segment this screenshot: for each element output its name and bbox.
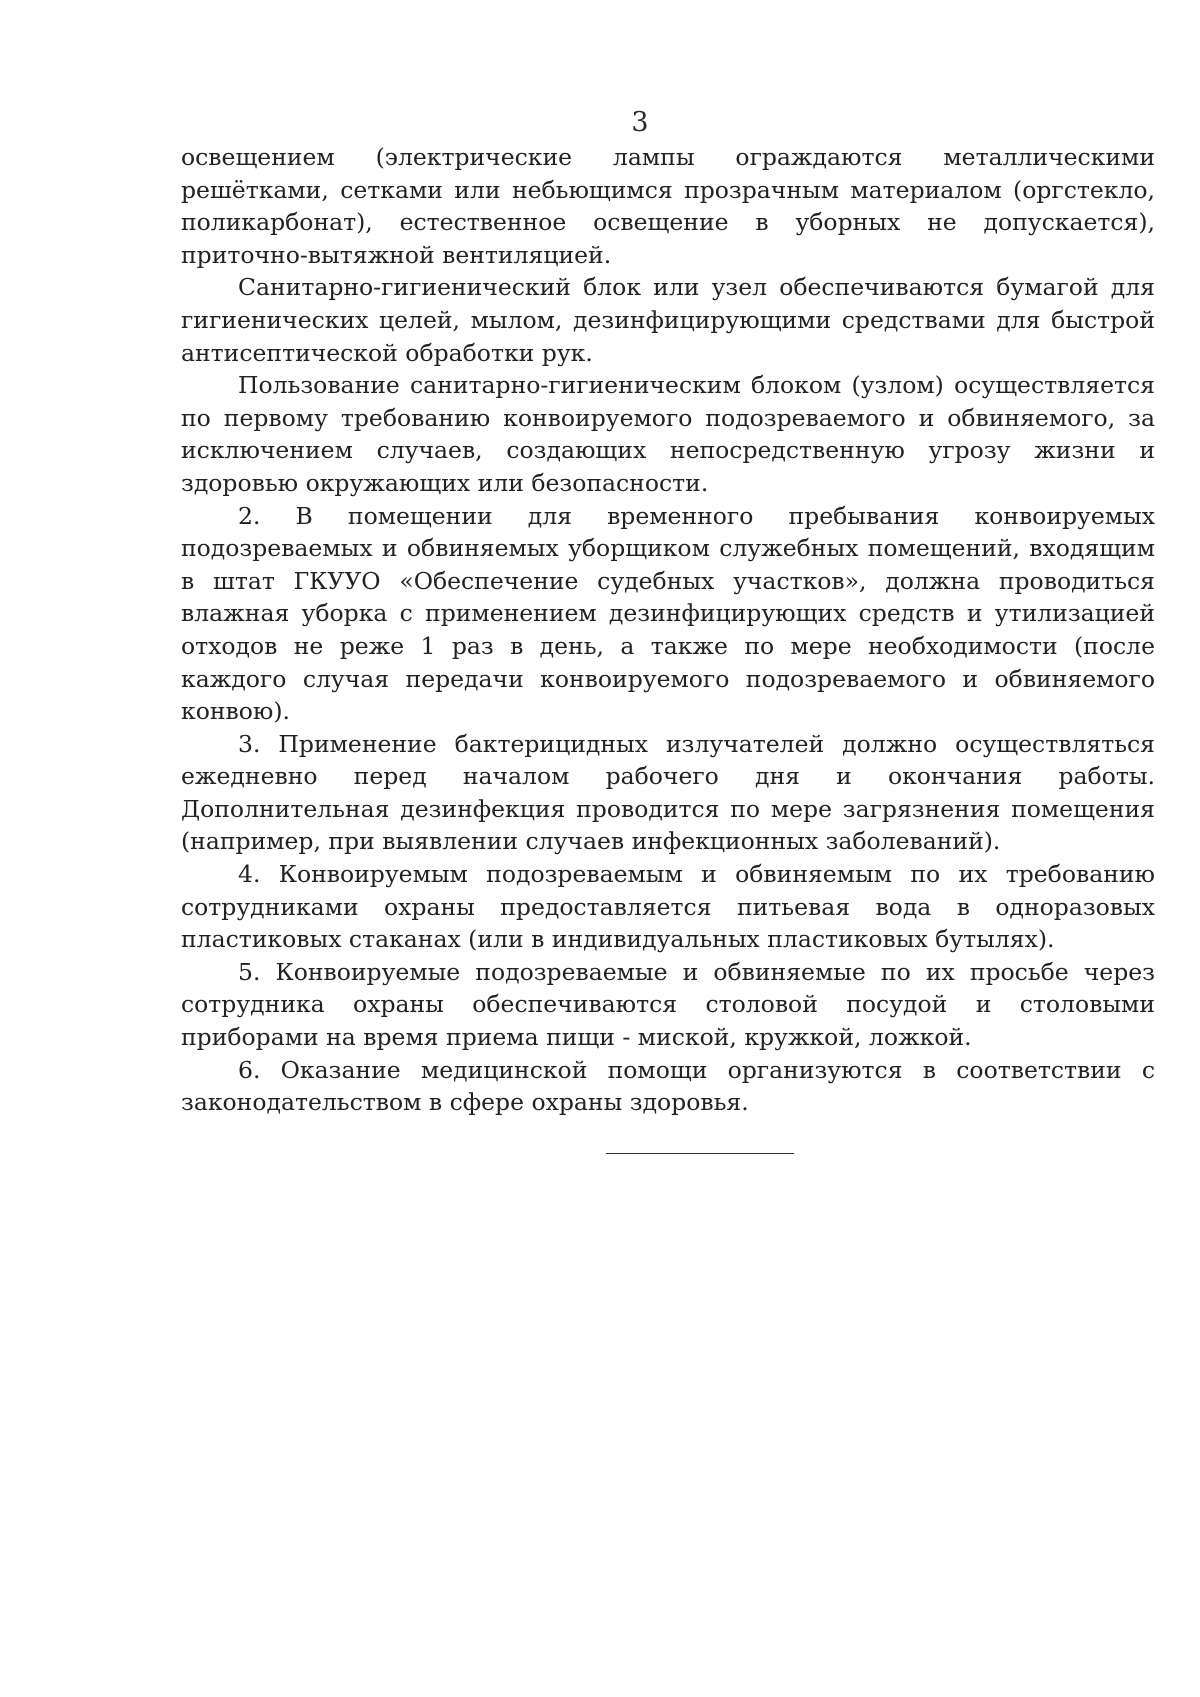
page-number: 3 bbox=[631, 107, 649, 138]
end-of-document-rule bbox=[606, 1153, 794, 1154]
paragraph-item-6: 6. Оказание медицинской помощи организуются в соответствии с законодательством в сфере охраны здоровья. bbox=[181, 1055, 1155, 1117]
paragraph-item-2: 2. В помещении для временного пребывания конвоируемых подозреваемых и обвиняемых уборщиком служебных помещений, входящим в штат ГКУУО «Обеспечение судебных участков», должна проводиться влажная уборка с применением дезинфицирующих средств и утилизацией отходов не реже 1 раз в день, а также по мере необходимости (после каждого случая передачи конвоируемого подозреваемого и обвиняемого конвою). bbox=[181, 501, 1155, 726]
paragraph-item-3: 3. Применение бактерицидных излучателей должно осуществляться ежедневно перед началом рабочего дня и окончания работы. Дополнительная дезинфекция проводится по мере загрязнения помещения (например, при выявлении случаев инфекционных заболеваний). bbox=[181, 729, 1155, 856]
document-body bbox=[181, 141, 1155, 1119]
paragraph-item-4: 4. Конвоируемым подозреваемым и обвиняемым по их требованию сотрудниками охраны предоставляется питьевая вода в одноразовых пластиковых стаканах (или в индивидуальных пластиковых бутылях). bbox=[181, 860, 1155, 954]
paragraph-hygiene-usage: Пользование санитарно-гигиеническим блоком (узлом) осуществляется по первому требованию конвоируемого подозреваемого и обвиняемого, за исключением случаев, создающих непосредственную угрозу жизни и здоровью окружающих или безопасности. bbox=[181, 371, 1155, 497]
paragraph-hygiene-supplies: Санитарно-гигиенический блок или узел обеспечиваются бумагой для гигиенических целей, мылом, дезинфицирующими средствами для быстрой антисептической обработки рук. bbox=[181, 273, 1155, 367]
paragraph-continuation: освещением (электрические лампы ограждаются металлическими решётками, сетками или небьющимся прозрачным материалом (оргстекло, поликарбонат), естественное освещение в уборных не допускается), приточно-вытяжной вентиляцией. bbox=[181, 143, 1155, 269]
paragraph-item-5: 5. Конвоируемые подозреваемые и обвиняемые по их просьбе через сотрудника охраны обеспечиваются столовой посудой и столовыми приборами на время приема пищи - миской, кружкой, ложкой. bbox=[181, 957, 1155, 1052]
